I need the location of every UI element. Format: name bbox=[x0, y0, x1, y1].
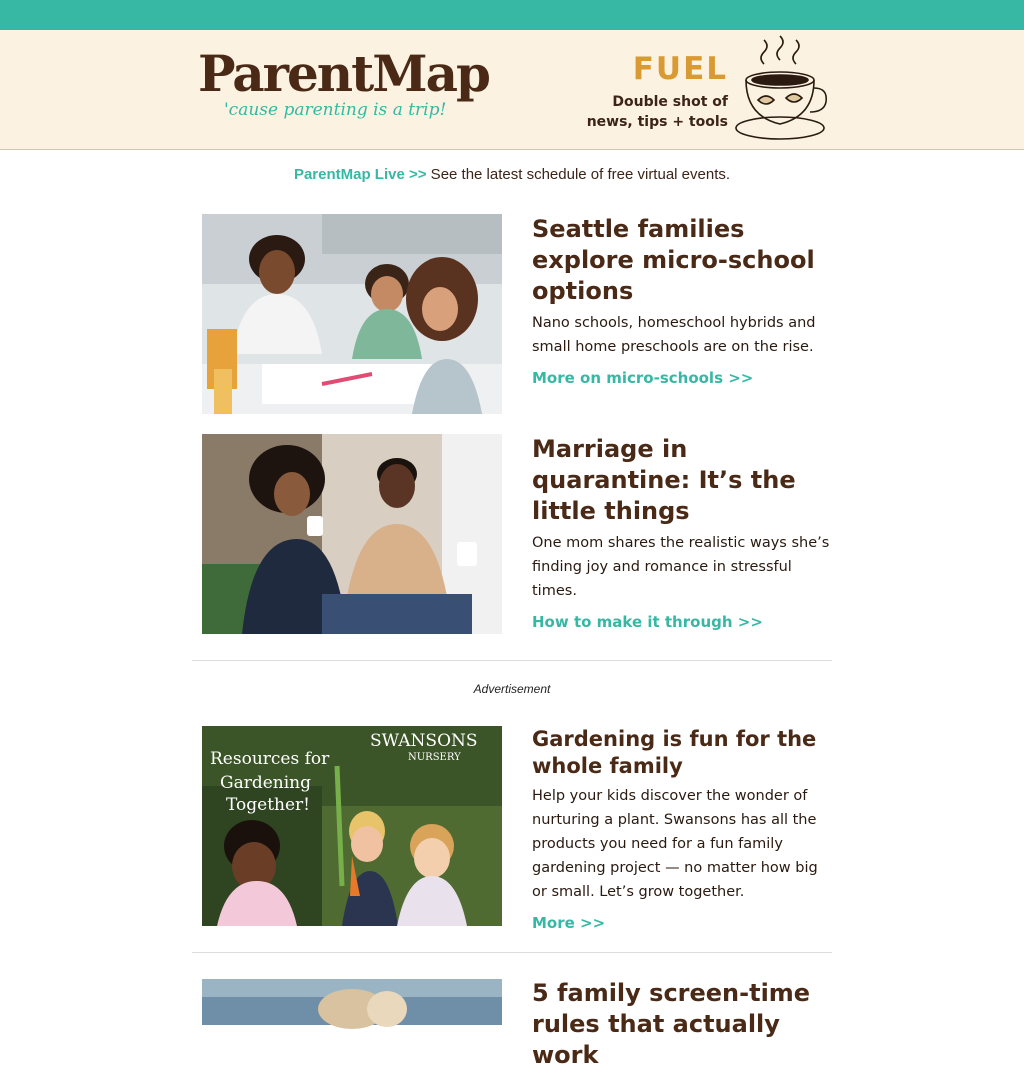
fuel-branding bbox=[587, 50, 728, 132]
ad-brand-line1: SWANSONS bbox=[370, 731, 478, 751]
fuel-subtitle-line2: news, tips + tools bbox=[586, 114, 728, 130]
newsletter-header bbox=[0, 30, 1024, 150]
article-text-micro-schools bbox=[532, 214, 832, 388]
ad-card-swansons bbox=[202, 726, 832, 932]
logo-wordmark: ParentMap bbox=[198, 44, 489, 103]
article-image-micro-schools[interactable] bbox=[202, 214, 502, 414]
logo-tagline: 'cause parenting is a trip! bbox=[224, 100, 447, 120]
fuel-title: FUEL bbox=[632, 51, 728, 87]
article-headline[interactable]: 5 family screen-time rules that actually work bbox=[532, 979, 811, 1069]
section-divider bbox=[192, 660, 832, 661]
ad-text-swansons bbox=[532, 726, 832, 933]
article-card-micro-schools bbox=[202, 214, 832, 414]
section-divider bbox=[192, 952, 832, 953]
article-headline[interactable]: Seattle families explore micro-school options bbox=[532, 215, 815, 305]
article-image-screen-time[interactable] bbox=[202, 979, 502, 1025]
fuel-subtitle-line1: Double shot of bbox=[612, 94, 728, 110]
article-more-link[interactable]: How to make it through >> bbox=[532, 613, 763, 631]
ad-more-link[interactable]: More >> bbox=[532, 914, 606, 932]
ad-image-text-line2: Gardening bbox=[220, 773, 312, 793]
live-events-banner bbox=[0, 166, 1024, 183]
ad-image-text-line3: Together! bbox=[226, 795, 310, 815]
article-card-screen-time bbox=[202, 978, 832, 1069]
article-description: One mom shares the realistic ways she’s finding joy and romance in stressful times. bbox=[532, 535, 830, 599]
article-card-marriage bbox=[202, 434, 832, 634]
article-headline[interactable]: Marriage in quarantine: It’s the little things bbox=[532, 435, 796, 525]
ad-image-swansons[interactable] bbox=[202, 726, 502, 926]
article-text-marriage bbox=[532, 434, 832, 632]
advertisement-label: Advertisement bbox=[473, 682, 551, 696]
article-text-screen-time bbox=[532, 978, 832, 1071]
coffee-cup-icon bbox=[734, 34, 830, 144]
article-image-marriage[interactable] bbox=[202, 434, 502, 634]
ad-headline[interactable]: Gardening is fun for the whole family bbox=[532, 727, 817, 778]
live-events-text: See the latest schedule of free virtual events. bbox=[426, 166, 731, 183]
article-description: Nano schools, homeschool hybrids and small home preschools are on the rise. bbox=[532, 315, 816, 355]
ad-image-text-line1: Resources for bbox=[210, 749, 330, 769]
parentmap-logo[interactable] bbox=[198, 44, 489, 120]
article-more-link[interactable]: More on micro-schools >> bbox=[532, 369, 754, 387]
ad-brand-line2: NURSERY bbox=[408, 752, 461, 763]
top-accent-bar bbox=[0, 0, 1024, 30]
parentmap-live-link[interactable]: ParentMap Live >> bbox=[293, 166, 427, 183]
ad-description: Help your kids discover the wonder of nurturing a plant. Swansons has all the products you need for a fun family gardening project — no matter how big or small. Let’s grow together. bbox=[532, 788, 818, 900]
